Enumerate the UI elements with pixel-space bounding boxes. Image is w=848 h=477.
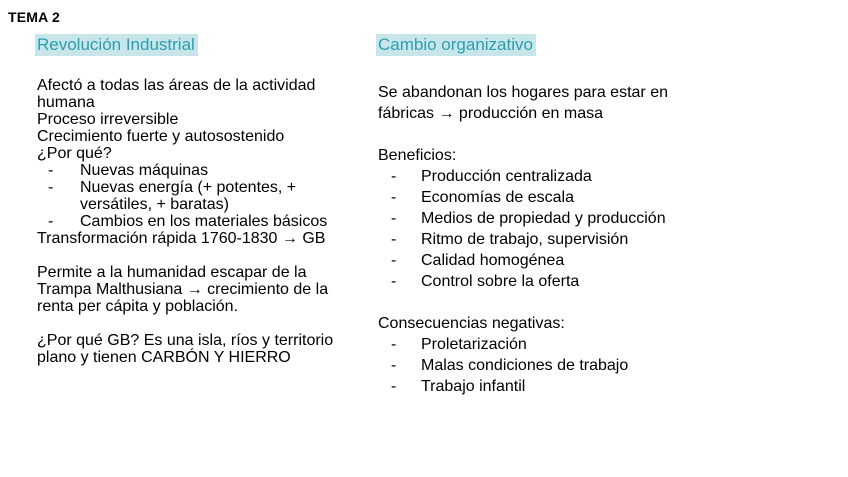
organizational-change-text (378, 82, 778, 397)
section-heading-organizational-change: Cambio organizativo (376, 34, 536, 56)
list-item: - Malas condiciones de trabajo (391, 357, 629, 374)
reasons-list (37, 162, 357, 230)
section-heading-industrial-revolution: Revolución Industrial (35, 34, 198, 56)
dash-bullet: - (391, 210, 397, 227)
transformation-text: Transformación rápida 1760-1830 → GB (37, 230, 326, 247)
list-item: - Nuevas máquinas (48, 162, 209, 179)
dash-bullet: - (391, 357, 397, 374)
dash-bullet: - (48, 213, 54, 230)
benefits-list (378, 166, 778, 292)
list-item: - Proletarización (391, 336, 527, 353)
left-column (37, 34, 357, 366)
benefits-label: Beneficios: (378, 147, 457, 164)
dash-bullet: - (391, 231, 397, 248)
list-item: - Economías de escala (391, 189, 574, 206)
consequences-list (378, 334, 778, 397)
dash-bullet: - (48, 179, 54, 196)
dash-bullet: - (391, 378, 397, 395)
list-item: - Cambios en los materiales básicos (48, 213, 328, 230)
list-item: - Trabajo infantil (391, 378, 526, 395)
topic-title: TEMA 2 (8, 9, 61, 25)
dash-bullet: - (48, 162, 54, 179)
list-item: - Ritmo de trabajo, supervisión (391, 231, 629, 248)
malthusian-text: Permite a la humanidad escapar de la Trampa Malthusiana → crecimiento de la renta per cápita y población. (37, 264, 329, 315)
industrial-revolution-text (37, 77, 357, 366)
list-item: - Producción centralizada (391, 168, 592, 185)
list-item: - Calidad homogénea (391, 252, 565, 269)
text-line: Proceso irreversible (37, 111, 179, 128)
list-item: - Control sobre la oferta (391, 273, 580, 290)
why-gb-text: ¿Por qué GB? Es una isla, ríos y territorio plano y tienen CARBÓN Y HIERRO (37, 332, 334, 366)
dash-bullet: - (391, 336, 397, 353)
list-item: - Nuevas energía (+ potentes, + versátiles, + baratas) (48, 179, 297, 213)
consequences-label: Consecuencias negativas: (378, 315, 565, 332)
dash-bullet: - (391, 168, 397, 185)
text-line: Crecimiento fuerte y autosostenido (37, 128, 285, 145)
right-column (378, 34, 778, 397)
list-item: - Medios de propiedad y producción (391, 210, 666, 227)
text-line: Afectó a todas las áreas de la actividad humana (37, 77, 316, 111)
dash-bullet: - (391, 189, 397, 206)
text-line: ¿Por qué? (37, 145, 112, 162)
intro-text: Se abandonan los hogares para estar en fábricas → producción en masa (378, 84, 668, 122)
dash-bullet: - (391, 252, 397, 269)
dash-bullet: - (391, 273, 397, 290)
